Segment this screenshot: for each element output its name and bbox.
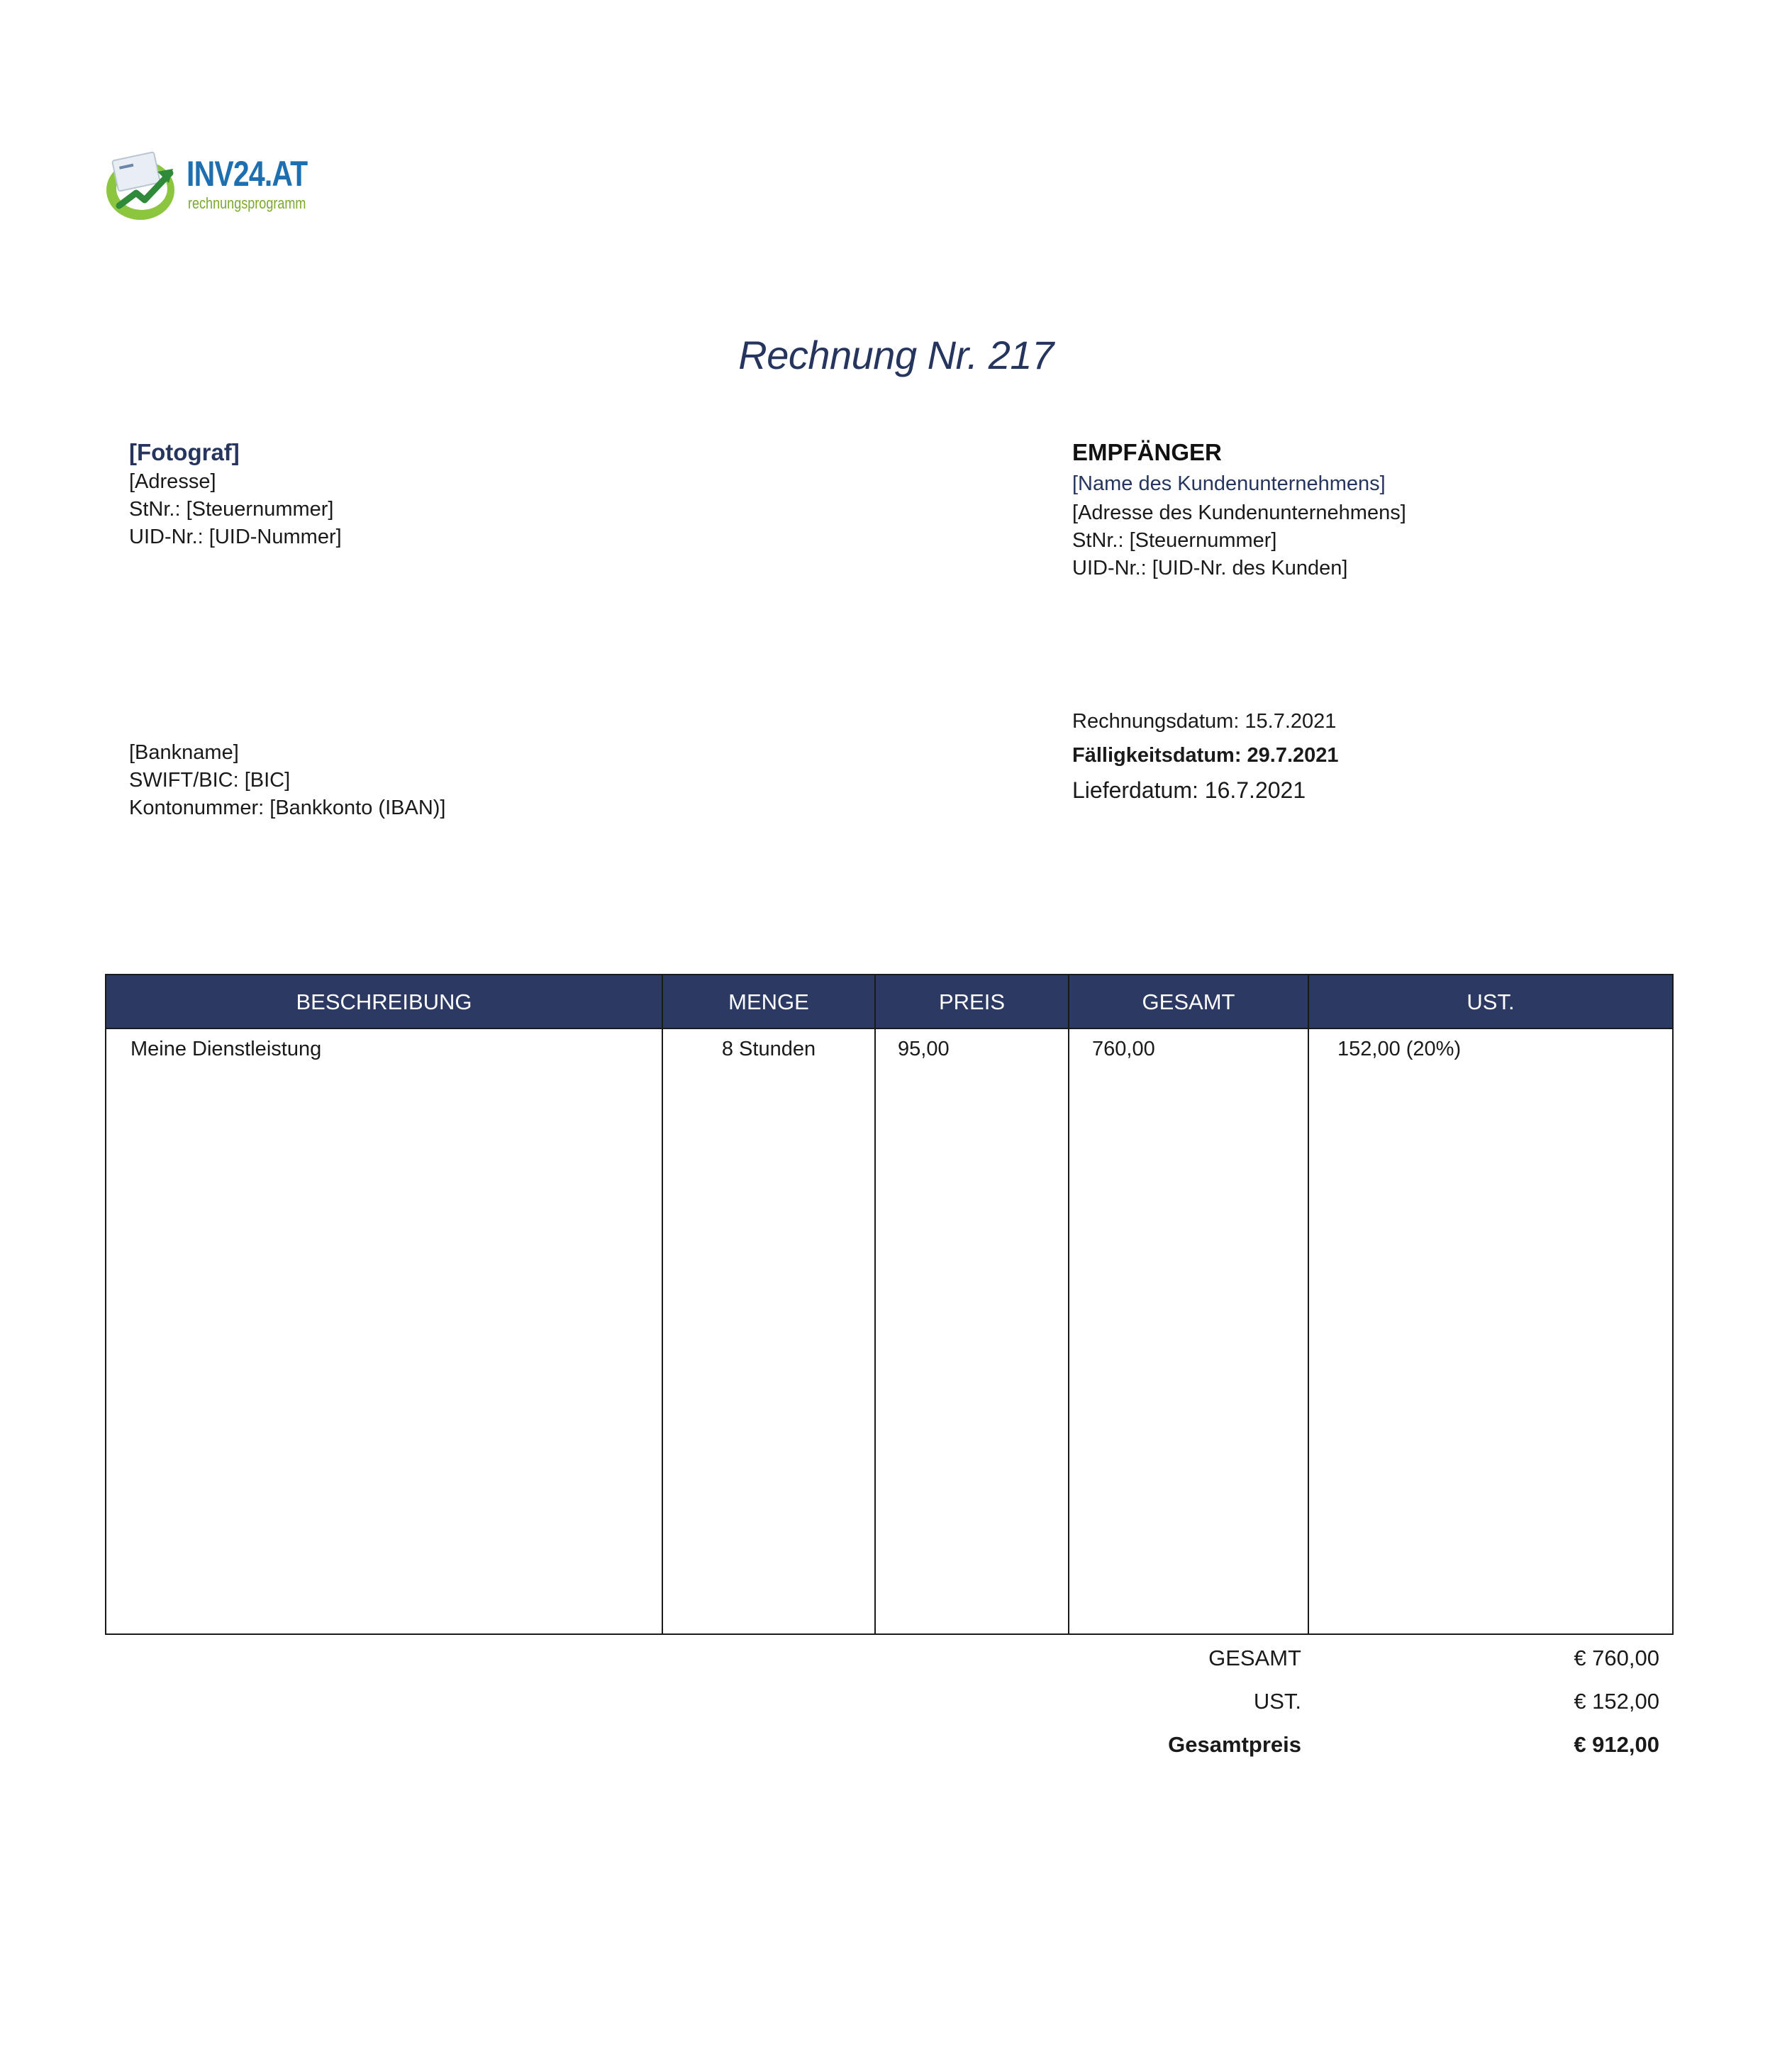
recipient-vat-id: UID-Nr.: [UID-Nr. des Kunden] [1072, 557, 1348, 579]
column-divider [874, 975, 876, 1633]
sender-name: [Fotograf] [129, 439, 240, 465]
sender-block [129, 437, 342, 551]
bank-swift: SWIFT/BIC: [BIC] [129, 769, 291, 792]
sender-vat-id: UID-Nr.: [UID-Nummer] [129, 526, 342, 548]
row-total: 760,00 [1092, 1038, 1155, 1060]
header-total: GESAMT [1142, 989, 1235, 1014]
logo-tagline: rechnungsprogramm [188, 194, 306, 212]
vat-total-label: UST. [1253, 1689, 1301, 1714]
row-quantity: 8 Stunden [721, 1038, 816, 1060]
recipient-heading: EMPFÄNGER [1072, 439, 1222, 465]
invoice-date: Rechnungsdatum: 15.7.2021 [1072, 710, 1337, 733]
column-divider [662, 975, 663, 1633]
delivery-date: Lieferdatum: 16.7.2021 [1072, 777, 1306, 803]
recipient-company: [Name des Kundenunternehmens] [1072, 472, 1386, 495]
invoice-title: Rechnung Nr. 217 [738, 333, 1054, 377]
recipient-block [1072, 437, 1406, 582]
invoice-table [105, 974, 1674, 1635]
row-vat: 152,00 (20%) [1337, 1038, 1462, 1060]
vat-total-value: € 152,00 [1574, 1689, 1659, 1714]
header-description: BESCHREIBUNG [296, 989, 472, 1014]
column-divider [1308, 975, 1309, 1633]
subtotal-label: GESAMT [1208, 1646, 1301, 1670]
row-description: Meine Dienstleistung [130, 1038, 322, 1060]
sender-tax-number: StNr.: [Steuernummer] [129, 498, 334, 521]
recipient-tax-number: StNr.: [Steuernummer] [1072, 529, 1277, 552]
row-price: 95,00 [898, 1038, 950, 1060]
subtotal-value: € 760,00 [1574, 1646, 1659, 1670]
logo-icon [105, 149, 183, 227]
grand-total-value: € 912,00 [1574, 1732, 1659, 1757]
header-price: PREIS [938, 989, 1006, 1014]
sender-address: [Adresse] [129, 470, 216, 493]
column-divider [1068, 975, 1069, 1633]
header-quantity: MENGE [728, 989, 809, 1014]
recipient-address: [Adresse des Kundenunternehmens] [1072, 501, 1406, 524]
grand-total-label: Gesamtpreis [1168, 1732, 1301, 1757]
company-logo [105, 149, 318, 227]
due-date: Fälligkeitsdatum: 29.7.2021 [1072, 744, 1339, 767]
bank-account: Kontonummer: [Bankkonto (IBAN)] [129, 797, 446, 819]
header-vat: UST. [1467, 989, 1515, 1014]
bank-block [129, 739, 445, 822]
logo-brand-text: INV24.AT [187, 154, 308, 194]
bank-name: [Bankname] [129, 741, 239, 764]
dates-block [1072, 704, 1339, 808]
